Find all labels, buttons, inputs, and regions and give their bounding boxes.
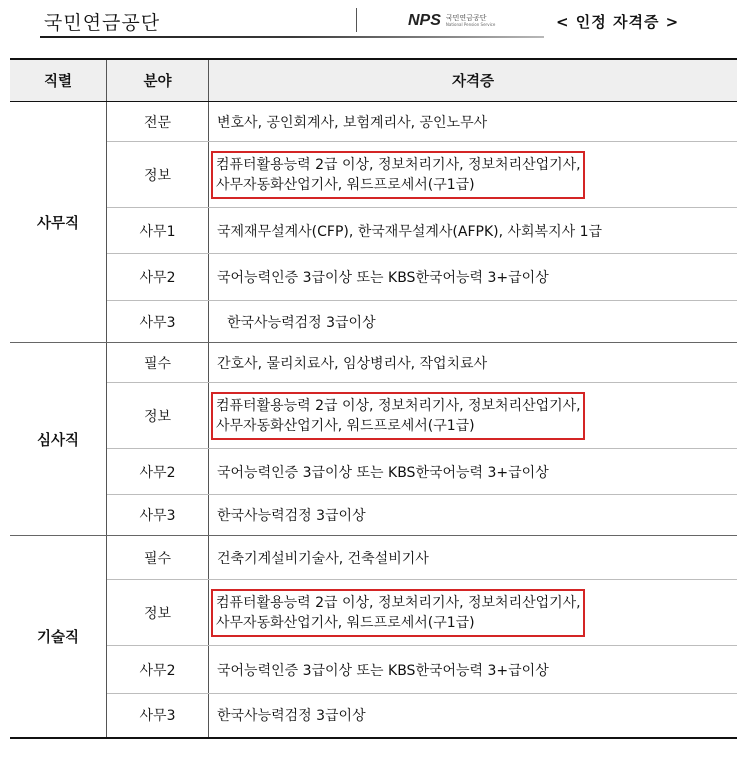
certificate-cell: [209, 495, 738, 536]
certificate-cell: [209, 102, 738, 142]
table-header-row: [10, 59, 737, 102]
field-cell: 정보: [107, 383, 209, 449]
table-row: [10, 301, 737, 343]
certificate-cell: [209, 254, 738, 301]
field-cell: 정보: [107, 142, 209, 208]
certificate-cell: [209, 580, 738, 646]
field-cell: 사무1: [107, 208, 209, 254]
certificate-text: 사무자동화산업기사, 워드프로세서(구1급): [216, 417, 475, 434]
table-row: [10, 694, 737, 738]
logo-english-text: National Pension Service: [445, 22, 496, 27]
highlight-box: [211, 589, 585, 637]
certificate-text: 컴퓨터활용능력 2급 이상, 정보처리기사, 정보처리산업기사,: [216, 594, 581, 611]
table-row: [10, 383, 737, 449]
certificate-table: [10, 58, 737, 739]
certificate-text: 사무자동화산업기사, 워드프로세서(구1급): [216, 614, 475, 631]
header-divider: [356, 8, 357, 32]
document-title: < 인정 자격증 >: [556, 13, 680, 31]
table-row: [10, 343, 737, 383]
certificate-cell: [209, 142, 738, 208]
certificate-cell: [209, 646, 738, 694]
table-body: [10, 102, 737, 738]
certificate-text: 변호사, 공인회계사, 보험계리사, 공인노무사: [217, 114, 488, 131]
certificate-text: 한국사능력검정 3급이상: [227, 314, 376, 331]
field-cell: 정보: [107, 580, 209, 646]
field-cell: 사무3: [107, 301, 209, 343]
field-cell: 필수: [107, 343, 209, 383]
column-header-rank: 직렬: [10, 59, 107, 102]
field-cell: 사무2: [107, 254, 209, 301]
table-row: [10, 449, 737, 495]
org-name: 국민연금공단: [44, 12, 161, 34]
highlight-box: [211, 151, 585, 199]
certificate-text: 컴퓨터활용능력 2급 이상, 정보처리기사, 정보처리산업기사,: [216, 397, 581, 414]
table-row: [10, 102, 737, 142]
certificate-text: 간호사, 물리치료사, 임상병리사, 작업치료사: [217, 355, 488, 372]
certificate-text: 한국사능력검정 3급이상: [217, 708, 366, 725]
field-cell: 필수: [107, 536, 209, 580]
certificate-text: 국어능력인증 3급이상 또는 KBS한국어능력 3+급이상: [217, 270, 549, 286]
nps-logo-mark: NPS: [408, 12, 441, 29]
column-header-field: 분야: [107, 59, 209, 102]
certificate-text: 컴퓨터활용능력 2급 이상, 정보처리기사, 정보처리산업기사,: [216, 156, 581, 173]
field-cell: 전문: [107, 102, 209, 142]
table-row: [10, 208, 737, 254]
certificate-cell: [209, 449, 738, 495]
header-underline: [40, 36, 544, 38]
table-row: [10, 495, 737, 536]
table-row: [10, 142, 737, 208]
certificate-cell: [209, 694, 738, 738]
certificate-cell: [209, 343, 738, 383]
table-row: [10, 646, 737, 694]
field-cell: 사무3: [107, 495, 209, 536]
certificate-text: 국제재무설계사(CFP), 한국재무설계사(AFPK), 사회복지사 1급: [217, 223, 603, 240]
nps-logo: [408, 10, 495, 32]
page-header: [0, 0, 744, 48]
certificate-cell: [209, 301, 738, 343]
logo-korean-text: 국민연금공단: [445, 14, 487, 22]
field-cell: 사무3: [107, 694, 209, 738]
table-row: [10, 254, 737, 301]
field-cell: 사무2: [107, 449, 209, 495]
certificate-text: 국어능력인증 3급이상 또는 KBS한국어능력 3+급이상: [217, 662, 549, 679]
certificate-text: 사무자동화산업기사, 워드프로세서(구1급): [216, 176, 475, 193]
column-header-certificate: 자격증: [209, 59, 738, 102]
table-row: [10, 536, 737, 580]
table-row: [10, 580, 737, 646]
certificate-text: 국어능력인증 3급이상 또는 KBS한국어능력 3+급이상: [217, 464, 549, 481]
certificate-cell: [209, 536, 738, 580]
rank-cell: 사무직: [10, 102, 107, 343]
certificate-text: 건축기계설비기술사, 건축설비기사: [217, 550, 429, 567]
rank-cell: 심사직: [10, 343, 107, 536]
rank-cell: 기술직: [10, 536, 107, 738]
certificate-text: 한국사능력검정 3급이상: [217, 508, 366, 524]
field-cell: 사무2: [107, 646, 209, 694]
certificate-cell: [209, 383, 738, 449]
certificate-cell: [209, 208, 738, 254]
highlight-box: [211, 392, 585, 440]
